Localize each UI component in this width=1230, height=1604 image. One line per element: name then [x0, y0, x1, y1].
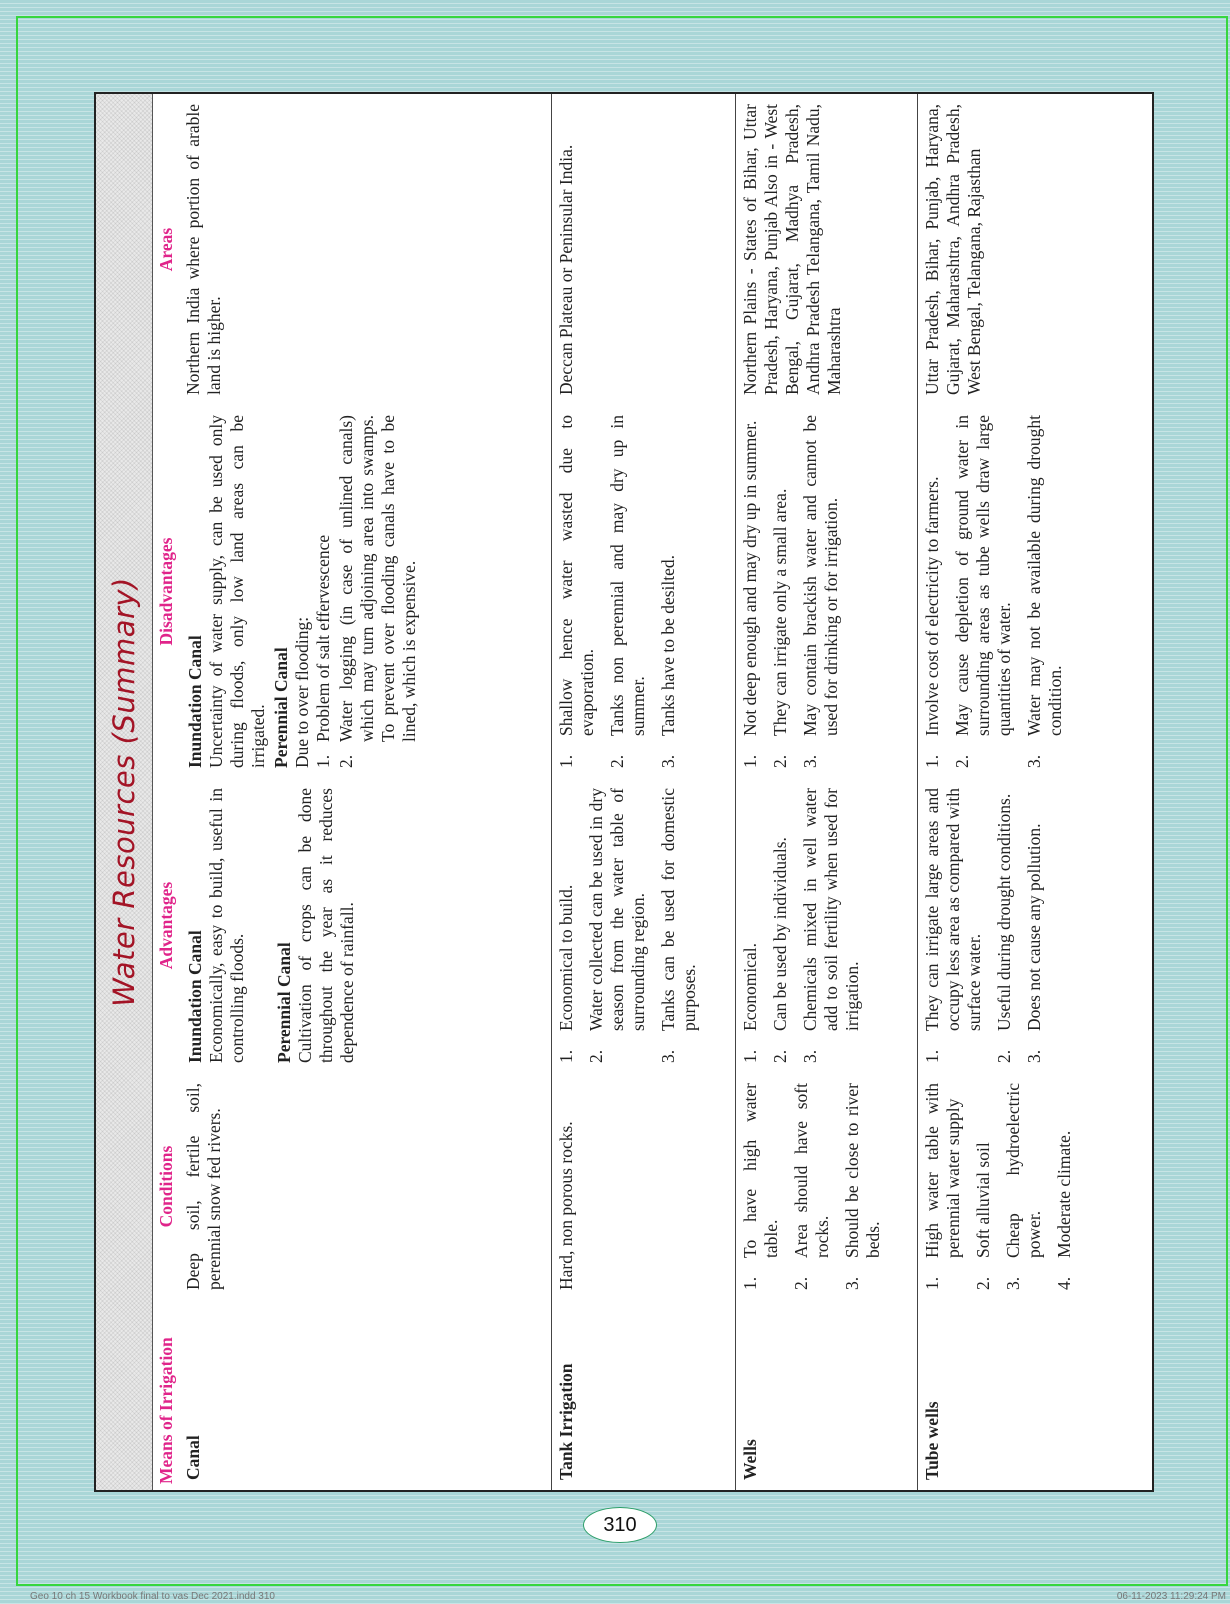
- page-title: Water Resources (Summary): [107, 577, 141, 1007]
- list-item: 3. Does not cause any pollution.: [1023, 823, 1044, 1063]
- disadvantages-inundation-title: Inundation Canal: [185, 635, 205, 768]
- advantages-perennial-text: Cultivation of crops can be done throughout the year as it reduces dependence of rainfall.: [295, 788, 357, 1063]
- areas-text: Northern Plains - States of Bihar, Uttar Pradesh, Haryana, Punjab Also in - West Bengal, Gujarat, Madhya Pradesh, Andhra Pradesh Telangana, Tamil Nadu, Maharashtra: [739, 104, 844, 395]
- conditions-cell: [917, 1073, 1155, 1300]
- list-item: 2. They can irrigate only a small area.: [769, 488, 790, 768]
- list-item: 4. Moderate climate.: [1053, 1130, 1074, 1290]
- areas-cell: [735, 94, 917, 405]
- header-advantages: Advantages: [156, 881, 176, 970]
- header-means: Means of Irrigation: [156, 1337, 176, 1484]
- disadvantages-cell: [917, 405, 1155, 778]
- areas-text: Northern India where portion of arable land is higher.: [183, 104, 224, 395]
- disadvantages-list: [556, 415, 679, 768]
- table-row-tank-irrigation: [551, 94, 735, 1490]
- advantages-perennial-title: Perennial Canal: [274, 942, 294, 1063]
- list-item: 3. Chemicals mixed in well water add to soil fertility when used for irrigation.: [799, 788, 862, 1063]
- footer-file-info: Geo 10 ch 15 Workbook final to vas Dec 2021.indd 310: [30, 1591, 275, 1602]
- advantages-cell: [179, 778, 551, 1073]
- page-number: 310: [603, 1513, 637, 1536]
- disadvantages-list: [313, 415, 420, 768]
- footer-timestamp: 06-11-2023 11:29:24 PM: [1116, 1591, 1226, 1602]
- areas-cell: [179, 94, 551, 405]
- list-item: 1. Involve cost of electricity to farmers.: [921, 476, 942, 768]
- disadvantages-cell: [735, 405, 917, 778]
- conditions-cell: [179, 1073, 551, 1300]
- table-row-wells: [735, 94, 917, 1490]
- disadvantages-list: [740, 415, 842, 768]
- advantages-cell: [735, 778, 917, 1073]
- conditions-text: Deep soil, fertile soil, perennial snow fed rivers.: [183, 1083, 224, 1290]
- list-item: 2. Water collected can be used in dry season from the water table of surrounding region.: [585, 788, 648, 1063]
- list-item: 2. Tanks non perennial and may dry up in summer.: [606, 415, 648, 768]
- disadvantages-perennial-intro: Due to over flooding:: [292, 616, 312, 768]
- disadvantages-cell: [179, 405, 551, 778]
- conditions-cell: [551, 1073, 735, 1300]
- advantages-cell: [917, 778, 1155, 1073]
- header-conditions: Conditions: [156, 1145, 176, 1228]
- list-item: 3. Tanks have to be desilted.: [657, 554, 678, 768]
- header-row: [152, 94, 179, 1490]
- print-footer: [0, 1590, 1230, 1604]
- areas-cell: [917, 94, 1155, 405]
- list-item: 2. Soft alluvial soil: [972, 1142, 993, 1290]
- list-item: 2. Area should have soft rocks.: [790, 1083, 832, 1290]
- list-item: 3. Cheap hydroelectric power.: [1002, 1083, 1044, 1290]
- means-cell: Canal: [183, 1435, 203, 1480]
- disadvantages-cell: [551, 405, 735, 778]
- table-row-canal: [179, 94, 551, 1490]
- list-item: 1. To have high water table.: [739, 1083, 781, 1290]
- list-item: 3. Should be close to river beds.: [841, 1083, 883, 1290]
- list-item: 2. May cause depletion of ground water in surrounding areas as tube wells draw large quantities of water.: [951, 415, 1014, 768]
- table-row-tube-wells: [917, 94, 1155, 1490]
- disadvantages-inundation-text: Uncertainty of water supply, can be used only during floods, only low land areas can be irrigated.: [206, 415, 268, 768]
- list-item: 1. Shallow hence water wasted due to evaporation.: [555, 415, 597, 768]
- areas-cell: [551, 94, 735, 405]
- list-item: 1. Not deep enough and may dry up in summer.: [739, 420, 760, 768]
- list-item: 3. Tanks can be used for domestic purposes.: [657, 788, 699, 1063]
- advantages-inundation-text: Economically, easy to build, useful in controlling floods.: [206, 788, 247, 1063]
- advantages-list: [556, 788, 700, 1063]
- list-item: 1. High water table with perennial water supply: [921, 1083, 963, 1290]
- rotated-table-frame: [94, 92, 1154, 1492]
- advantages-list: [922, 788, 1045, 1063]
- conditions-list: [922, 1083, 1075, 1290]
- list-item: 2. Can be used by individuals.: [769, 837, 790, 1063]
- conditions-cell: [735, 1073, 917, 1300]
- header-areas: Areas: [156, 227, 176, 272]
- disadvantages-list: [922, 415, 1066, 768]
- list-item: 1. Economical to build.: [555, 884, 576, 1063]
- title-band: [96, 94, 153, 1490]
- header-disadvantages: Disadvantages: [156, 537, 176, 646]
- advantages-inundation-title: Inundation Canal: [185, 930, 205, 1063]
- list-item: 2. Water logging (in case of unlined canals) which may turn adjoining area into swamps. To prevent over flooding canals have to be lined, which is expensive.: [336, 415, 419, 768]
- areas-text: Uttar Pradesh, Bihar, Punjab, Haryana, Gujarat, Maharashtra, Andhra Pradesh, West Bengal, Telangana, Rajasthan: [921, 104, 984, 395]
- disadvantages-perennial-title: Perennial Canal: [271, 647, 291, 768]
- list-item: 1. Problem of salt effervescence: [313, 534, 333, 768]
- summary-table: [152, 94, 1155, 1490]
- advantages-list: [740, 788, 863, 1063]
- page-number-badge: [583, 1507, 657, 1543]
- means-cell: Wells: [735, 1300, 917, 1490]
- advantages-cell: [551, 778, 735, 1073]
- conditions-text: Hard, non porous rocks.: [555, 1121, 576, 1290]
- list-item: 3. May contain brackish water and cannot be used for drinking or for irrigation.: [799, 415, 841, 768]
- areas-text: Deccan Plateau or Peninsular India.: [555, 144, 576, 395]
- means-cell: Tube wells: [917, 1300, 1155, 1490]
- list-item: 1. They can irrigate large areas and occupy less area as compared with surface water.: [921, 788, 984, 1063]
- means-cell: Tank Irrigation: [551, 1300, 735, 1490]
- list-item: 1. Economical.: [739, 943, 760, 1063]
- list-item: 2. Useful during drought conditions.: [993, 793, 1014, 1063]
- conditions-list: [740, 1083, 884, 1290]
- list-item: 3. Water may not be available during drought condition.: [1023, 415, 1065, 768]
- summary-sheet: [94, 92, 1154, 1492]
